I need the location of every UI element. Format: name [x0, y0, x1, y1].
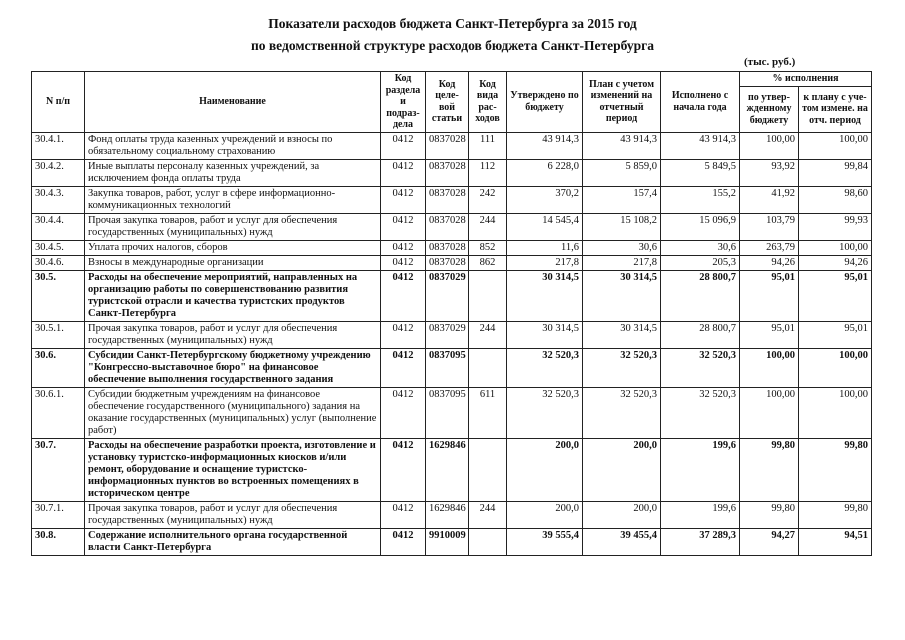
- table-row: [32, 186, 872, 213]
- cell-num: 30.4.6.: [32, 255, 85, 270]
- header-pct-budget: по утвер-жденному бюджету: [740, 86, 799, 132]
- cell-pct-budget: 99,80: [740, 438, 799, 501]
- cell-pct-budget: 41,92: [740, 186, 799, 213]
- cell-plan: 200,0: [583, 438, 661, 501]
- cell-approved: 11,6: [507, 240, 583, 255]
- cell-approved: 39 555,4: [507, 528, 583, 555]
- cell-pct-budget: 100,00: [740, 348, 799, 387]
- cell-section-code: 0412: [381, 240, 426, 255]
- cell-section-code: 0412: [381, 528, 426, 555]
- cell-num: 30.4.5.: [32, 240, 85, 255]
- cell-pct-plan: 100,00: [799, 132, 872, 159]
- cell-executed: 155,2: [661, 186, 740, 213]
- cell-name: Закупка товаров, работ, услуг в сфере информационно-коммуникационных технологий: [85, 186, 381, 213]
- cell-target-code: 0837028: [426, 159, 469, 186]
- cell-type-code: 611: [469, 387, 507, 438]
- cell-pct-plan: 95,01: [799, 270, 872, 321]
- cell-pct-budget: 103,79: [740, 213, 799, 240]
- header-pct-plan: к плану с уче-том измене. на отч. период: [799, 86, 872, 132]
- cell-type-code: 112: [469, 159, 507, 186]
- table-row: [32, 321, 872, 348]
- units-label: (тыс. руб.): [744, 56, 796, 68]
- cell-section-code: 0412: [381, 159, 426, 186]
- cell-name: Прочая закупка товаров, работ и услуг для обеспечения государственных (муниципальных) нужд: [85, 501, 381, 528]
- cell-num: 30.6.1.: [32, 387, 85, 438]
- cell-num: 30.6.: [32, 348, 85, 387]
- page-subtitle: по ведомственной структуре расходов бюджета Санкт-Петербурга: [250, 38, 655, 53]
- cell-pct-plan: 99,93: [799, 213, 872, 240]
- cell-plan: 43 914,3: [583, 132, 661, 159]
- cell-name: Прочая закупка товаров, работ и услуг для обеспечения государственных (муниципальных) нужд: [85, 213, 381, 240]
- cell-approved: 370,2: [507, 186, 583, 213]
- table-row: [32, 159, 872, 186]
- cell-num: 30.5.: [32, 270, 85, 321]
- cell-target-code: 0837095: [426, 387, 469, 438]
- cell-num: 30.4.3.: [32, 186, 85, 213]
- header-executed: Исполнено с начала года: [661, 72, 740, 133]
- table-row: [32, 387, 872, 438]
- cell-target-code: 0837028: [426, 132, 469, 159]
- cell-pct-budget: 94,26: [740, 255, 799, 270]
- cell-pct-budget: 100,00: [740, 132, 799, 159]
- cell-pct-plan: 99,80: [799, 501, 872, 528]
- cell-num: 30.5.1.: [32, 321, 85, 348]
- cell-executed: 43 914,3: [661, 132, 740, 159]
- cell-type-code: 244: [469, 321, 507, 348]
- cell-type-code: 242: [469, 186, 507, 213]
- cell-name: Расходы на обеспечение мероприятий, направленных на организацию работы по совершенствованию развития туристской отрасли и качества туристских продуктов Санкт-Петербурга: [85, 270, 381, 321]
- cell-pct-budget: 263,79: [740, 240, 799, 255]
- cell-num: 30.8.: [32, 528, 85, 555]
- cell-plan: 32 520,3: [583, 387, 661, 438]
- cell-section-code: 0412: [381, 213, 426, 240]
- table-row: [32, 132, 872, 159]
- cell-section-code: 0412: [381, 321, 426, 348]
- cell-name: Иные выплаты персоналу казенных учреждений, за исключением фонда оплаты труда: [85, 159, 381, 186]
- cell-pct-plan: 100,00: [799, 348, 872, 387]
- cell-num: 30.7.: [32, 438, 85, 501]
- cell-target-code: 0837095: [426, 348, 469, 387]
- cell-executed: 5 849,5: [661, 159, 740, 186]
- header-percent-group: % исполнения: [740, 72, 872, 87]
- cell-pct-budget: 99,80: [740, 501, 799, 528]
- cell-pct-plan: 95,01: [799, 321, 872, 348]
- cell-section-code: 0412: [381, 132, 426, 159]
- header-target-code: Код целе-вой статьи: [426, 72, 469, 133]
- cell-approved: 32 520,3: [507, 348, 583, 387]
- header-num: N п/п: [32, 72, 85, 133]
- cell-pct-plan: 99,84: [799, 159, 872, 186]
- cell-plan: 200,0: [583, 501, 661, 528]
- cell-pct-plan: 100,00: [799, 387, 872, 438]
- header-section-code: Код раздела и подраз-дела: [381, 72, 426, 133]
- cell-type-code: 852: [469, 240, 507, 255]
- cell-target-code: 0837028: [426, 255, 469, 270]
- table-row: [32, 270, 872, 321]
- cell-section-code: 0412: [381, 255, 426, 270]
- header-type-code: Код вида рас-ходов: [469, 72, 507, 133]
- page-title: Показатели расходов бюджета Санкт-Петербурга за 2015 год: [268, 16, 637, 31]
- cell-target-code: 1629846: [426, 438, 469, 501]
- cell-plan: 30 314,5: [583, 270, 661, 321]
- header-approved: Утверждено по бюджету: [507, 72, 583, 133]
- cell-approved: 6 228,0: [507, 159, 583, 186]
- cell-section-code: 0412: [381, 387, 426, 438]
- cell-executed: 28 800,7: [661, 321, 740, 348]
- cell-approved: 217,8: [507, 255, 583, 270]
- table-row: [32, 213, 872, 240]
- table-row: [32, 501, 872, 528]
- cell-section-code: 0412: [381, 348, 426, 387]
- cell-section-code: 0412: [381, 186, 426, 213]
- cell-target-code: 0837029: [426, 321, 469, 348]
- cell-executed: 32 520,3: [661, 387, 740, 438]
- cell-pct-budget: 95,01: [740, 270, 799, 321]
- cell-executed: 28 800,7: [661, 270, 740, 321]
- cell-executed: 15 096,9: [661, 213, 740, 240]
- cell-pct-plan: 99,80: [799, 438, 872, 501]
- cell-target-code: 0837028: [426, 213, 469, 240]
- cell-pct-plan: 94,26: [799, 255, 872, 270]
- cell-num: 30.4.1.: [32, 132, 85, 159]
- budget-table: [31, 71, 872, 556]
- cell-executed: 199,6: [661, 438, 740, 501]
- cell-approved: 200,0: [507, 501, 583, 528]
- cell-pct-budget: 93,92: [740, 159, 799, 186]
- cell-name: Фонд оплаты труда казенных учреждений и взносы по обязательному социальному страхованию: [85, 132, 381, 159]
- cell-num: 30.4.4.: [32, 213, 85, 240]
- table-row: [32, 528, 872, 555]
- table-row: [32, 240, 872, 255]
- cell-target-code: 9910009: [426, 528, 469, 555]
- cell-type-code: [469, 438, 507, 501]
- cell-section-code: 0412: [381, 270, 426, 321]
- header-plan: План с учетом изменений на отчетный период: [583, 72, 661, 133]
- cell-name: Содержание исполнительного органа государственной власти Санкт-Петербурга: [85, 528, 381, 555]
- cell-pct-budget: 100,00: [740, 387, 799, 438]
- cell-name: Субсидии бюджетным учреждениям на финансовое обеспечение государственного (муниципального) задания на оказание государственных (муниципальных) услуг (выполнение работ): [85, 387, 381, 438]
- cell-plan: 217,8: [583, 255, 661, 270]
- cell-type-code: [469, 528, 507, 555]
- cell-plan: 15 108,2: [583, 213, 661, 240]
- cell-executed: 199,6: [661, 501, 740, 528]
- cell-pct-budget: 95,01: [740, 321, 799, 348]
- cell-target-code: 1629846: [426, 501, 469, 528]
- cell-approved: 43 914,3: [507, 132, 583, 159]
- cell-target-code: 0837028: [426, 240, 469, 255]
- cell-type-code: [469, 270, 507, 321]
- cell-pct-plan: 98,60: [799, 186, 872, 213]
- header-name: Наименование: [85, 72, 381, 133]
- cell-pct-budget: 94,27: [740, 528, 799, 555]
- cell-type-code: 244: [469, 501, 507, 528]
- cell-name: Субсидии Санкт-Петербургскому бюджетному учреждению "Конгрессно-выставочное бюро" на финансовое обеспечение выполнения государственного задания: [85, 348, 381, 387]
- cell-name: Прочая закупка товаров, работ и услуг для обеспечения государственных (муниципальных) нужд: [85, 321, 381, 348]
- cell-approved: 14 545,4: [507, 213, 583, 240]
- cell-type-code: [469, 348, 507, 387]
- cell-pct-plan: 100,00: [799, 240, 872, 255]
- cell-type-code: 111: [469, 132, 507, 159]
- cell-plan: 39 455,4: [583, 528, 661, 555]
- cell-name: Уплата прочих налогов, сборов: [85, 240, 381, 255]
- cell-plan: 32 520,3: [583, 348, 661, 387]
- cell-executed: 32 520,3: [661, 348, 740, 387]
- cell-executed: 205,3: [661, 255, 740, 270]
- cell-section-code: 0412: [381, 501, 426, 528]
- cell-type-code: 244: [469, 213, 507, 240]
- cell-approved: 30 314,5: [507, 321, 583, 348]
- cell-approved: 200,0: [507, 438, 583, 501]
- cell-name: Расходы на обеспечение разработки проекта, изготовление и установку туристско-информационных киосков и/или ремонт, оборудование и оснащение туристско-информационных пунктов во встроенных помещениях в историческом центре: [85, 438, 381, 501]
- cell-name: Взносы в международные организации: [85, 255, 381, 270]
- table-body: [32, 132, 872, 555]
- cell-num: 30.7.1.: [32, 501, 85, 528]
- cell-plan: 157,4: [583, 186, 661, 213]
- cell-plan: 5 859,0: [583, 159, 661, 186]
- cell-plan: 30,6: [583, 240, 661, 255]
- cell-executed: 37 289,3: [661, 528, 740, 555]
- cell-num: 30.4.2.: [32, 159, 85, 186]
- cell-target-code: 0837029: [426, 270, 469, 321]
- table-row: [32, 438, 872, 501]
- cell-plan: 30 314,5: [583, 321, 661, 348]
- cell-target-code: 0837028: [426, 186, 469, 213]
- table-row: [32, 255, 872, 270]
- cell-approved: 32 520,3: [507, 387, 583, 438]
- cell-pct-plan: 94,51: [799, 528, 872, 555]
- cell-type-code: 862: [469, 255, 507, 270]
- cell-executed: 30,6: [661, 240, 740, 255]
- table-row: [32, 348, 872, 387]
- cell-approved: 30 314,5: [507, 270, 583, 321]
- cell-section-code: 0412: [381, 438, 426, 501]
